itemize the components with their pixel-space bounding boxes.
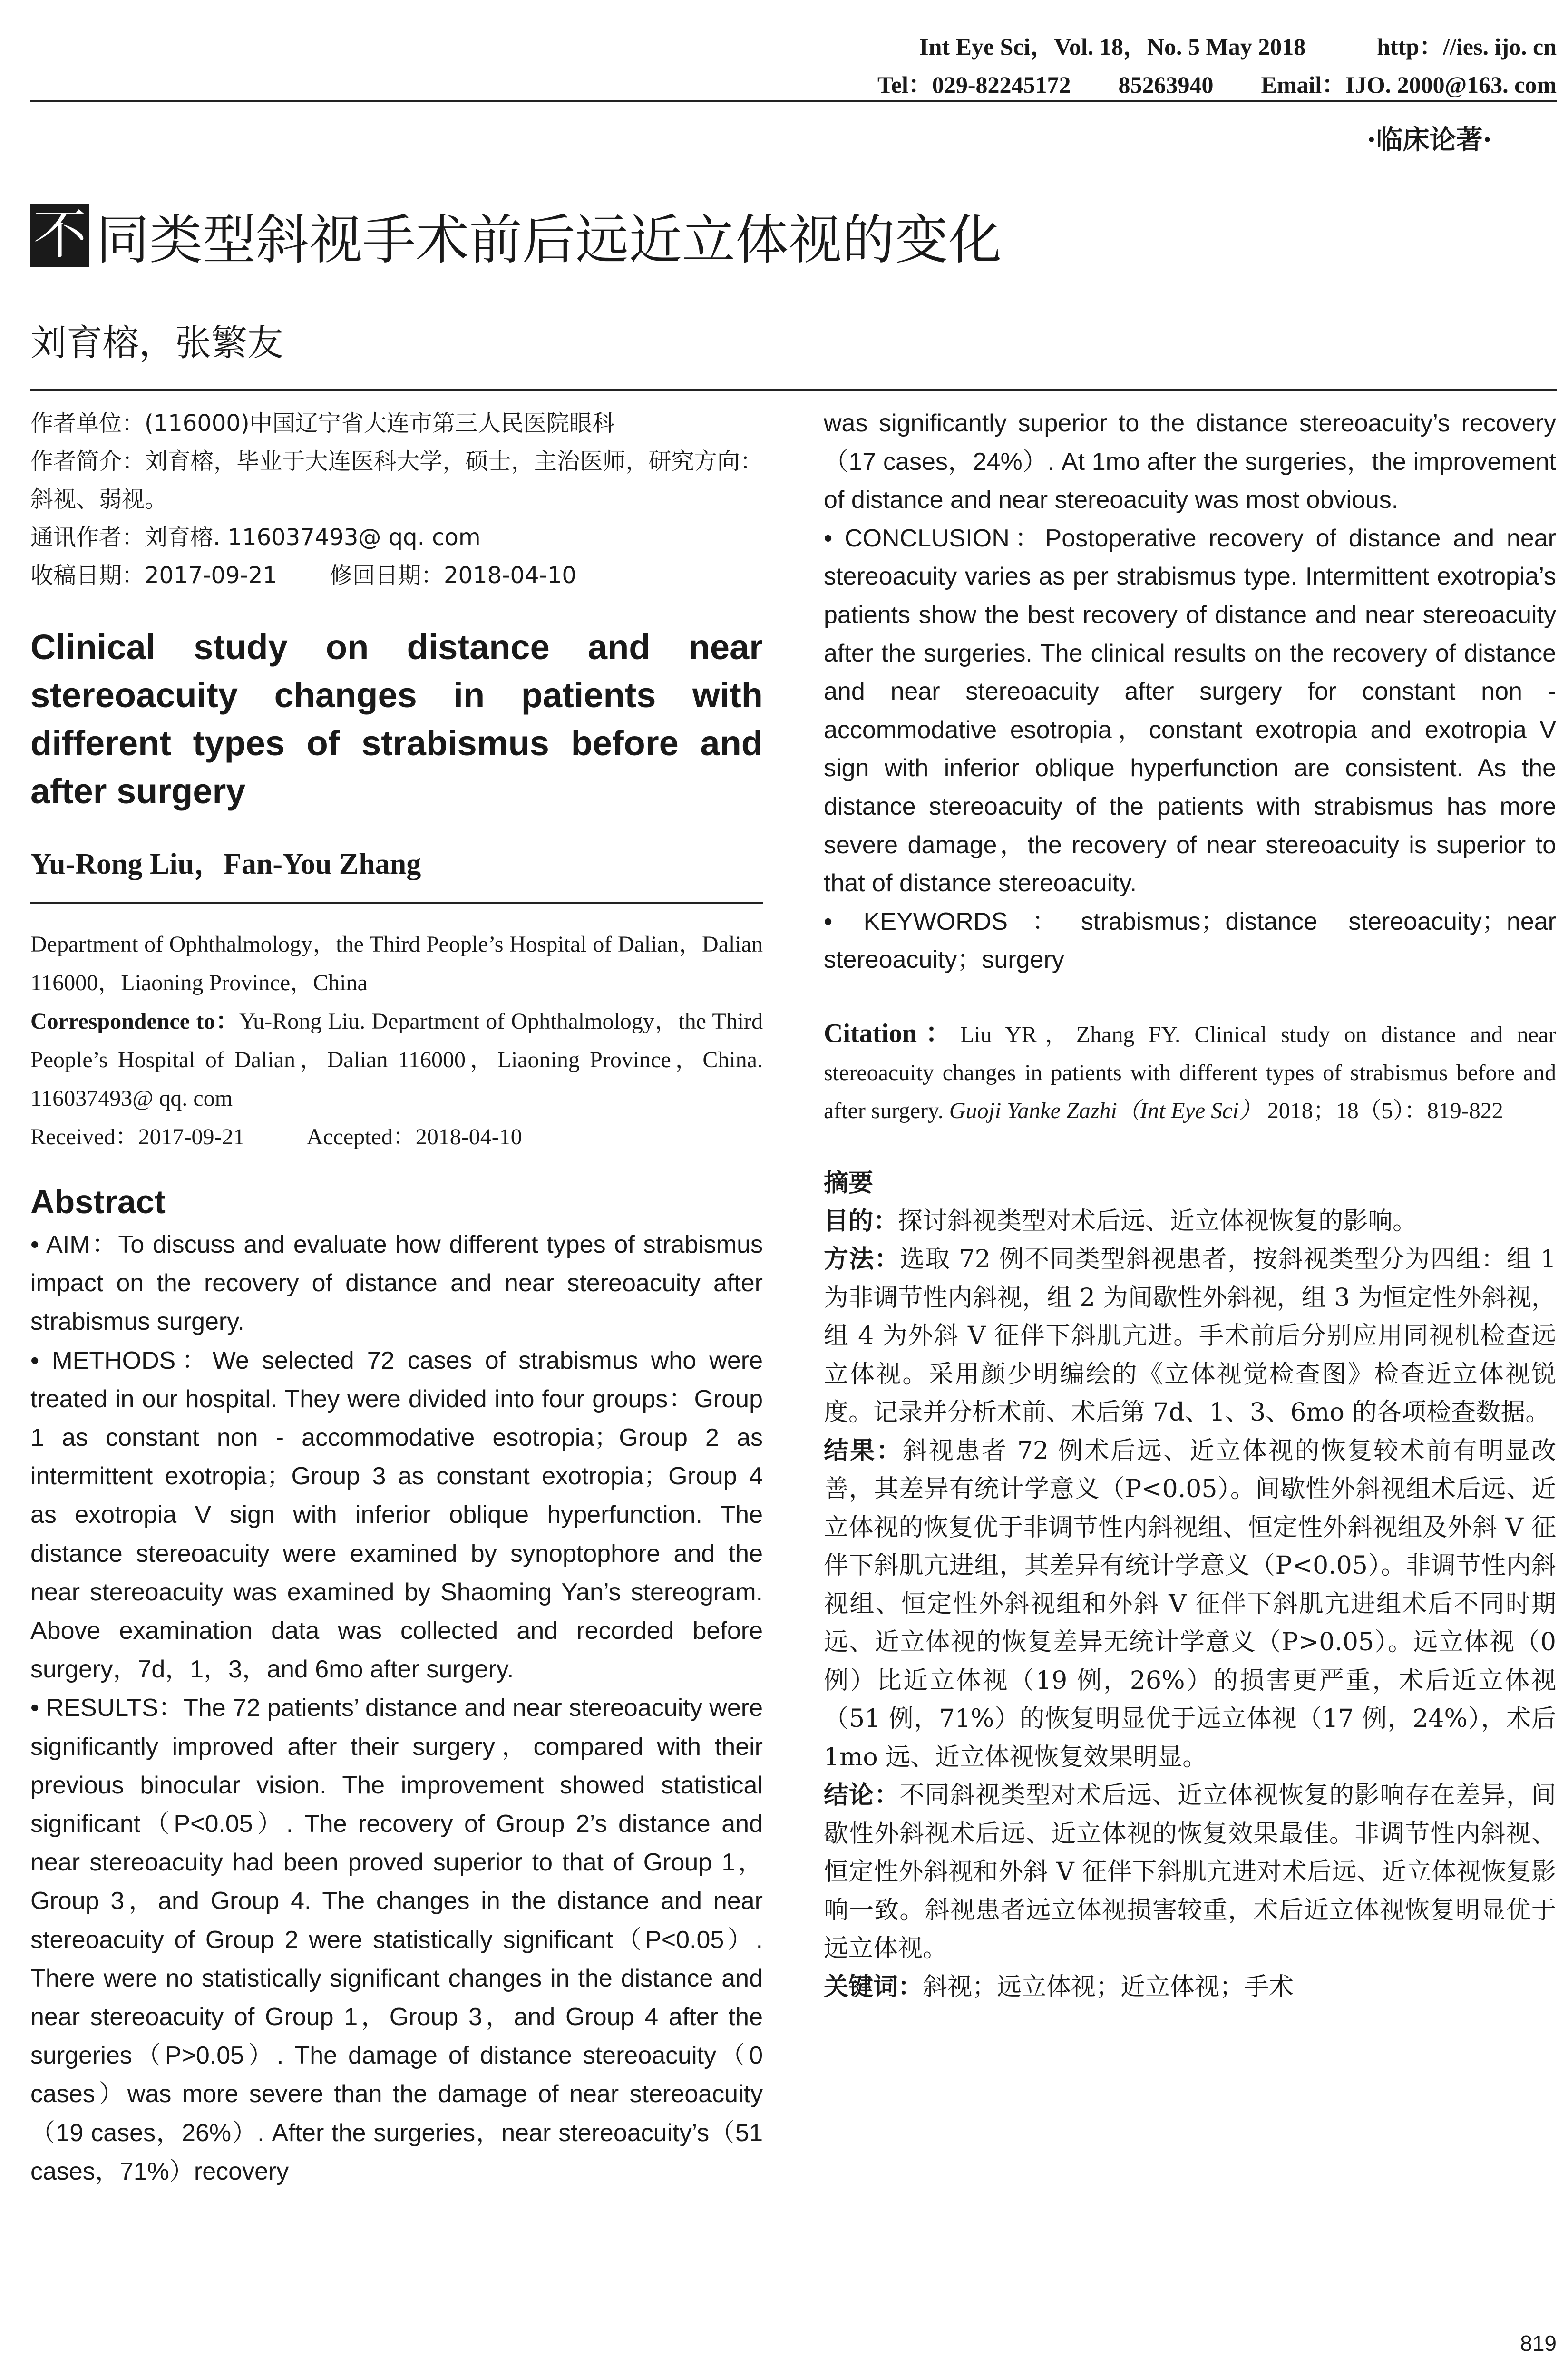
chinese-title: [30, 200, 1002, 271]
article-category: ·临床论著·: [1367, 124, 1492, 156]
left-column: [30, 404, 763, 2191]
cn-aim-label: 目的：: [824, 1207, 898, 1236]
page-number: 819: [1520, 2331, 1557, 2356]
authors-rule: [30, 902, 763, 904]
abstract-conclusion: [824, 519, 1556, 903]
title-rest: 同类型斜视手术前后远近立体视的变化: [96, 209, 1002, 271]
aim-text: To discuss and evaluate how different types of strabismus impact on the recovery of distance and near stereoacuity after strabismus surgery.: [30, 1231, 763, 1336]
chinese-meta: [30, 404, 763, 594]
cn-conclusion-label: 结论：: [824, 1781, 900, 1810]
citation-text: Liu YR，Zhang FY. Clinical study on distance and near stereoacuity changes in patients with different types of strabismus before and after surgery.: [824, 1022, 1556, 1123]
title-drop-char: 不: [30, 204, 89, 266]
right-column: [824, 404, 1556, 2006]
revised-date: 修回日期：2018-04-10: [329, 562, 576, 589]
keywords-text: strabismus；distance stereoacuity；near stereoacuity；surgery: [824, 907, 1556, 974]
cn-keywords: [824, 1968, 1556, 2007]
author-bio: 作者简介：刘育榕，毕业于大连医科大学，硕士，主治医师，研究方向：斜视、弱视。: [30, 448, 763, 513]
header-rule: [30, 100, 1557, 102]
received-date: 收稿日期：2017-09-21: [30, 562, 277, 589]
keywords-label: • KEYWORDS：: [824, 907, 1081, 935]
cn-results-label: 结果：: [824, 1436, 903, 1465]
english-dates: [30, 1118, 763, 1156]
title-rule: [30, 389, 1557, 391]
citation-label: Citation：: [824, 1018, 960, 1048]
correspondence: [30, 1002, 763, 1118]
citation: [824, 1014, 1556, 1130]
abstract-left: [30, 1226, 763, 2191]
methods-text: We selected 72 cases of strabismus who were treated in our hospital. They were divided into four groups：Group 1 as constant non - accommodative esotropia；Group 2 as intermittent exotropia；Group 3 as constant exotropia；Group 4 as exotropia V sign with inferior oblique hyperfunction. The distance stereoacuity were examined by synoptophore and the near stereoacuity was examined by Shaoming Yan’s stereogram. Above examination data was collected and recorded before surgery，7d，1，3，and 6mo after surgery.: [30, 1346, 763, 1684]
affiliation: [30, 925, 763, 1156]
results-text: The 72 patients’ distance and near stereoacuity were significantly improved after their surgery，compared with their previous binocular vision. The improvement showed statistical significant（P<0.05）. The recovery of Group 2’s distance and near stereoacuity had been proved superior to that of Group 1，Group 3，and Group 4. The changes in the distance and near stereoacuity of Group 2 were statistically significant（P<0.05）. There were no statistically significant changes in the distance and near stereoacuity of Group 1，Group 3，and Group 4 after the surgeries（P>0.05）. The damage of distance stereoacuity（0 cases）was more severe than the damage of near stereoacuity（19 cases，26%）. After the surgeries，near stereoacuity’s（51 cases，71%）recovery: [30, 1694, 763, 2185]
cn-methods: [824, 1240, 1556, 1432]
conclusion-label: • CONCLUSION：: [824, 524, 1045, 552]
received-en: Received：2017-09-21: [30, 1124, 245, 1150]
aim-label: • AIM：: [30, 1231, 118, 1258]
cn-methods-label: 方法：: [824, 1245, 900, 1274]
english-title: Clinical study on distance and near stereoacuity changes in patients with different types of strabismus before and after surgery: [30, 627, 763, 811]
corresponding-author: 通讯作者：刘育榕. 116037493@ qq. com: [30, 524, 481, 551]
english-authors: Yu-Rong Liu，Fan-You Zhang: [30, 848, 421, 880]
journal-header: [0, 23, 1568, 104]
cn-aim: [824, 1202, 1556, 1241]
abstract-heading: Abstract: [30, 1183, 166, 1220]
author-unit: 作者单位：(116000)中国辽宁省大连市第三人民医院眼科: [30, 410, 615, 437]
abstract-results-continued: was significantly superior to the distance stereoacuity’s recovery（17 cases，24%）. At 1mo after the surgeries，the improvement of distance and near stereoacuity was most obvious.: [824, 409, 1556, 514]
affiliation-dept: Department of Ophthalmology，the Third People’s Hospital of Dalian，Dalian 116000，Liaoning Province，China: [30, 932, 763, 995]
accepted-en: Accepted：2018-04-10: [306, 1124, 522, 1150]
results-label: • RESULTS：: [30, 1694, 184, 1722]
journal-header-line-2: Tel：029-82245172 85263940 Email：IJO. 2000@163. com: [877, 71, 1557, 98]
cn-methods-text: 选取 72 例不同类型斜视患者，按斜视类型分为四组：组 1 为非调节性内斜视，组 2 为间歇性外斜视，组 3 为恒定性外斜视，组 4 为外斜 V 征伴下斜肌亢进。手术前后分别应用同视机检查远立体视。采用颜少明编绘的《立体视觉检查图》检查近立体视锐度。记录并分析术前、术后第 7d、1、3、6mo 的各项检查数据。: [824, 1245, 1556, 1427]
conclusion-text: Postoperative recovery of distance and near stereoacuity varies as per strabismus type. Intermittent exotropia’s patients show the best recovery of distance and near stereoacuity after the surgeries. The clinical results on the recovery of distance and near stereoacuity after surgery for constant non - accommodative esotropia，constant exotropia and exotropia V sign with inferior oblique hyperfunction are consistent. As the distance stereoacuity of the patients with strabismus has more severe damage，the recovery of near stereoacuity is superior to that of distance stereoacuity.: [824, 524, 1556, 897]
citation-journal: Guoji Yanke Zazhi（Int Eye Sci）: [949, 1098, 1262, 1123]
chinese-abstract-heading: 摘要: [824, 1169, 874, 1198]
chinese-abstract: [824, 1202, 1556, 2007]
abstract-aim: [30, 1226, 763, 1342]
cn-keywords-text: 斜视；远立体视；近立体视；手术: [923, 1972, 1294, 2001]
abstract-results: [30, 1689, 763, 2191]
cn-aim-text: 探讨斜视类型对术后远、近立体视恢复的影响。: [898, 1207, 1418, 1236]
correspondence-text: Yu-Rong Liu. Department of Ophthalmology，the Third People’s Hospital of Dalian，Dalian 116000，Liaoning Province，China. 116037493@ qq. com: [30, 1009, 763, 1111]
journal-header-line-1: Int Eye Sci，Vol. 18，No. 5 May 2018 http：//ies. ijo. cn: [919, 33, 1557, 60]
cn-results: [824, 1432, 1556, 1777]
meta-dates: [30, 556, 763, 594]
cn-conclusion: [824, 1776, 1556, 1968]
abstract-keywords: [824, 903, 1556, 979]
abstract-right: [824, 404, 1556, 979]
methods-label: • METHODS：: [30, 1346, 213, 1374]
cn-conclusion-text: 不同斜视类型对术后远、近立体视恢复的影响存在差异，间歇性外斜视术后远、近立体视的恢复效果最佳。非调节性内斜视、恒定性外斜视和外斜 V 征伴下斜肌亢进对术后远、近立体视恢复影响一致。斜视患者远立体视损害较重，术后近立体视恢复明显优于远立体视。: [824, 1781, 1556, 1963]
correspondence-label: Correspondence to：: [30, 1009, 239, 1034]
citation-volume: 2018；18（5）：819-822: [1267, 1098, 1503, 1123]
cn-results-text: 斜视患者 72 例术后远、近立体视的恢复较术前有明显改善，其差异有统计学意义（P<0.05）。间歇性外斜视组术后远、近立体视的恢复优于非调节性内斜视组、恒定性外斜视组及外斜 V 征伴下斜肌亢进组，其差异有统计学意义（P<0.05）。非调节性内斜视组、恒定性外斜视组和外斜 V 征伴下斜肌亢进组术后不同时期远、近立体视的恢复差异无统计学意义（P>0.05）。远立体视（0 例）比近立体视（19 例，26%）的损害更严重，术后近立体视（51 例，71%）的恢复明显优于远立体视（17 例，24%），术后 1mo 远、近立体视恢复效果明显。: [824, 1436, 1556, 1772]
cn-keywords-label: 关键词：: [824, 1972, 923, 2001]
abstract-methods: [30, 1342, 763, 1689]
chinese-authors: 刘育榕，张繁友: [30, 321, 283, 364]
